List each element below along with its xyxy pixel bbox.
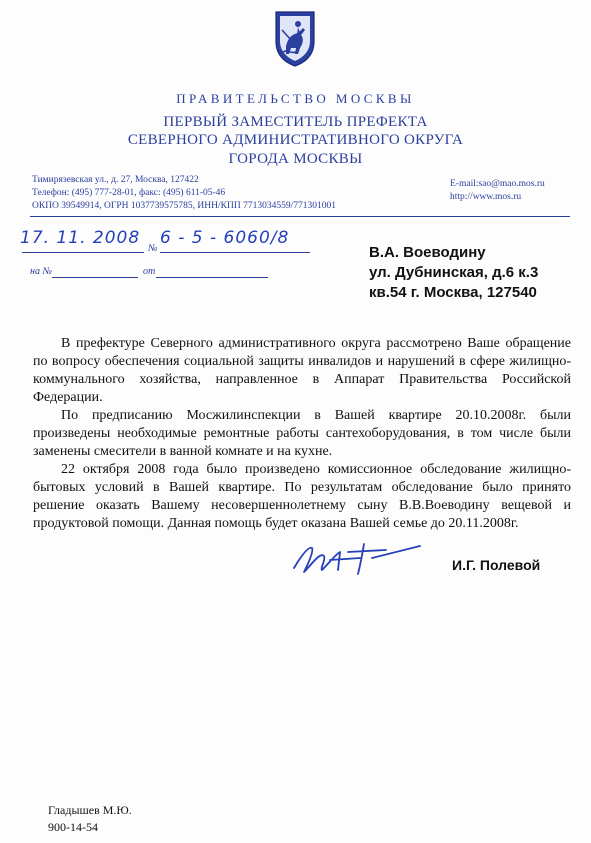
- letterhead-title-line-3: ГОРОДА МОСКВЫ: [228, 151, 363, 167]
- executor-phone: 900-14-54: [48, 820, 98, 834]
- letter-body: [33, 335, 571, 533]
- reference-date-underline: [156, 277, 268, 278]
- signer-name: И.Г. Полевой: [452, 557, 541, 573]
- moscow-coat-of-arms-icon: [272, 8, 318, 68]
- letterhead-email: E-mail:sao@mao.mos.ru: [450, 179, 545, 189]
- letterhead-codes: ОКПО 39549914, ОГРН 1037739575785, ИНН/КПП 7713034559/771301001: [32, 201, 336, 211]
- letterhead-website: http://www.mos.ru: [450, 192, 522, 202]
- letterhead-phone: Телефон: (495) 777-28-01, факс: (495) 611-05-46: [32, 188, 226, 198]
- date-underline: [22, 252, 144, 253]
- handwritten-signature: [290, 538, 425, 578]
- body-paragraph: 22 октября 2008 года было произведено комиссионное обследование жилищно-бытовых условий в Вашей квартире. По результатам обследование было принято решение оказать Вашему несовершеннолетнему сыну В.В.Воеводину вещевой и продуктовой помощи. Данная помощь будет оказана Вашей семье до 20.11.2008г.: [33, 462, 571, 531]
- government-name: ПРАВИТЕЛЬСТВО МОСКВЫ: [176, 91, 415, 106]
- body-paragraph: По предписанию Мосжилинспекции в Вашей квартире 20.10.2008г. были произведены необходимые ремонтные работы сантехоборудования, в том числе были заменены смесители в ванной комнате и на кухне.: [33, 408, 571, 459]
- executor-name: Гладышев М.Ю.: [48, 803, 132, 817]
- reference-number-underline: [52, 277, 138, 278]
- letterhead-divider: [30, 216, 570, 217]
- registration-number: 6 - 5 - 6060/8: [160, 228, 290, 248]
- reference-from-label: от: [143, 266, 156, 277]
- letterhead-title-line-2: СЕВЕРНОГО АДМИНИСТРАТИВНОГО ОКРУГА: [127, 132, 464, 148]
- addressee-street: ул. Дубнинская, д.6 к.3: [369, 264, 539, 281]
- registration-date: 17. 11. 2008: [20, 228, 141, 248]
- letterhead-address: Тимирязевская ул., д. 27, Москва, 127422: [32, 175, 199, 185]
- number-symbol: №: [148, 243, 158, 254]
- addressee-city: кв.54 г. Москва, 127540: [369, 284, 537, 301]
- reference-label: на №: [30, 266, 52, 277]
- addressee-name: В.А. Воеводину: [369, 244, 486, 261]
- body-paragraph: В префектуре Северного административного округа рассмотрено Ваше обращение по вопросу обеспечения социальной защиты инвалидов и нарушений в сфере жилищно-коммунального хозяйства, направленное в Аппарат Правительства Российской Федерации.: [33, 336, 571, 405]
- number-underline: [160, 252, 310, 253]
- letterhead-title-line-1: ПЕРВЫЙ ЗАМЕСТИТЕЛЬ ПРЕФЕКТА: [163, 114, 428, 130]
